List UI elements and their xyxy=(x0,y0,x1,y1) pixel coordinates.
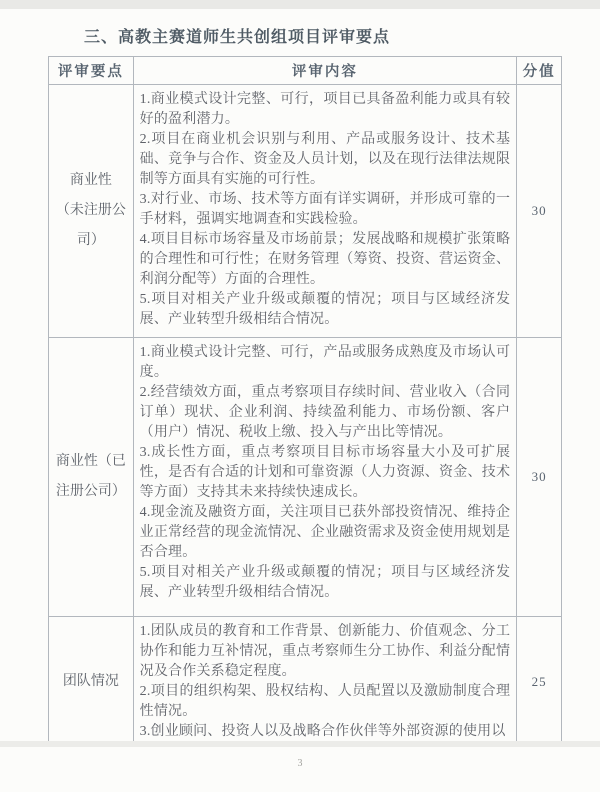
review-item: 4.现金流及融资方面，关注项目已获外部投资情况、维持企业正常经营的现金流情况、企业融资需求及资金使用规划是否合理。 xyxy=(139,505,511,560)
review-item: 5.项目对相关产业升级或颠覆的情况；项目与区域经济发展、产业转型升级相结合情况。 xyxy=(139,565,511,600)
score-value: 30 xyxy=(531,203,547,218)
review-item: 1.商业模式设计完整、可行，项目已具备盈利能力或具有较好的盈利潜力。 xyxy=(139,92,511,127)
scan-edge-artifact xyxy=(0,0,600,9)
score-cell xyxy=(517,85,561,337)
scan-edge-artifact xyxy=(0,741,600,747)
review-item: 3.创业顾问、投资人以及战略合作伙伴等外部资源的使用以 xyxy=(139,724,506,739)
criteria-line: 司） xyxy=(76,233,105,248)
review-item: 4.项目目标市场容量及市场前景；发展战略和规模扩张策略的合理性和可行性；在财务管理（筹资、投资、营运资金、利润分配等）方面的合理性。 xyxy=(139,232,511,287)
criteria-line: 商业性（已 xyxy=(55,454,126,469)
review-item: 3.对行业、市场、技术等方面有详实调研，并形成可靠的一手材料，强调实地调查和实践检验。 xyxy=(139,192,511,227)
content-cell xyxy=(134,617,518,747)
content-cell xyxy=(134,85,518,337)
page-number: 3 xyxy=(297,758,303,769)
header-cell-content: 评审内容 xyxy=(134,57,518,84)
review-item: 2.项目在商业机会识别与利用、产品或服务设计、技术基础、竞争与合作、资金及人员计划，以及在现行法律法规限制等方面具有实施的可行性。 xyxy=(139,132,511,187)
score-cell xyxy=(517,338,561,616)
table-row-team xyxy=(49,617,561,747)
table-header-row xyxy=(49,57,561,85)
review-item: 2.项目的组织构架、股权结构、人员配置以及激励制度合理性情况。 xyxy=(139,684,511,719)
criteria-cell xyxy=(49,85,134,337)
score-value: 30 xyxy=(531,469,547,484)
criteria-line: 注册公司） xyxy=(55,484,126,499)
criteria-line: （未注册公 xyxy=(55,203,126,218)
review-item: 3.成长性方面，重点考察项目目标市场容量大小及可扩展性，是否有合适的计划和可靠资源（人力资源、资金、技术等方面）支持其未来持续快速成长。 xyxy=(139,445,511,500)
review-item: 5.项目对相关产业升级或颠覆的情况；项目与区域经济发展、产业转型升级相结合情况。 xyxy=(139,292,511,327)
content-cell xyxy=(134,338,518,616)
criteria-cell xyxy=(49,617,134,747)
table-row-business-registered xyxy=(49,338,561,617)
header-cell-score: 分值 xyxy=(522,64,556,80)
score-value: 25 xyxy=(531,674,547,689)
review-item: 1.商业模式设计完整、可行，产品或服务成熟度及市场认可度。 xyxy=(139,345,511,380)
score-cell xyxy=(517,617,561,747)
criteria-line: 商业性 xyxy=(69,173,112,188)
criteria-line: 团队情况 xyxy=(62,674,119,689)
criteria-label xyxy=(56,166,126,256)
criteria-cell xyxy=(49,338,134,616)
criteria-label xyxy=(56,447,126,507)
table-row-business-unregistered xyxy=(49,85,561,338)
header-cell-criteria: 评审要点 xyxy=(49,57,134,84)
page-title: 三、高教主赛道师生共创组项目评审要点 xyxy=(84,29,391,46)
criteria-label xyxy=(63,667,119,697)
review-criteria-table xyxy=(48,56,562,747)
review-item: 1.团队成员的教育和工作背景、创新能力、价值观念、分工协作和能力互补情况，重点考察师生分工协作、利益分配情况及合作关系稳定程度。 xyxy=(139,624,511,679)
review-item: 2.经营绩效方面，重点考察项目存续时间、营业收入（合同订单）现状、企业利润、持续盈利能力、市场份额、客户（用户）情况、税收上缴、投入与产出比等情况。 xyxy=(139,385,511,440)
